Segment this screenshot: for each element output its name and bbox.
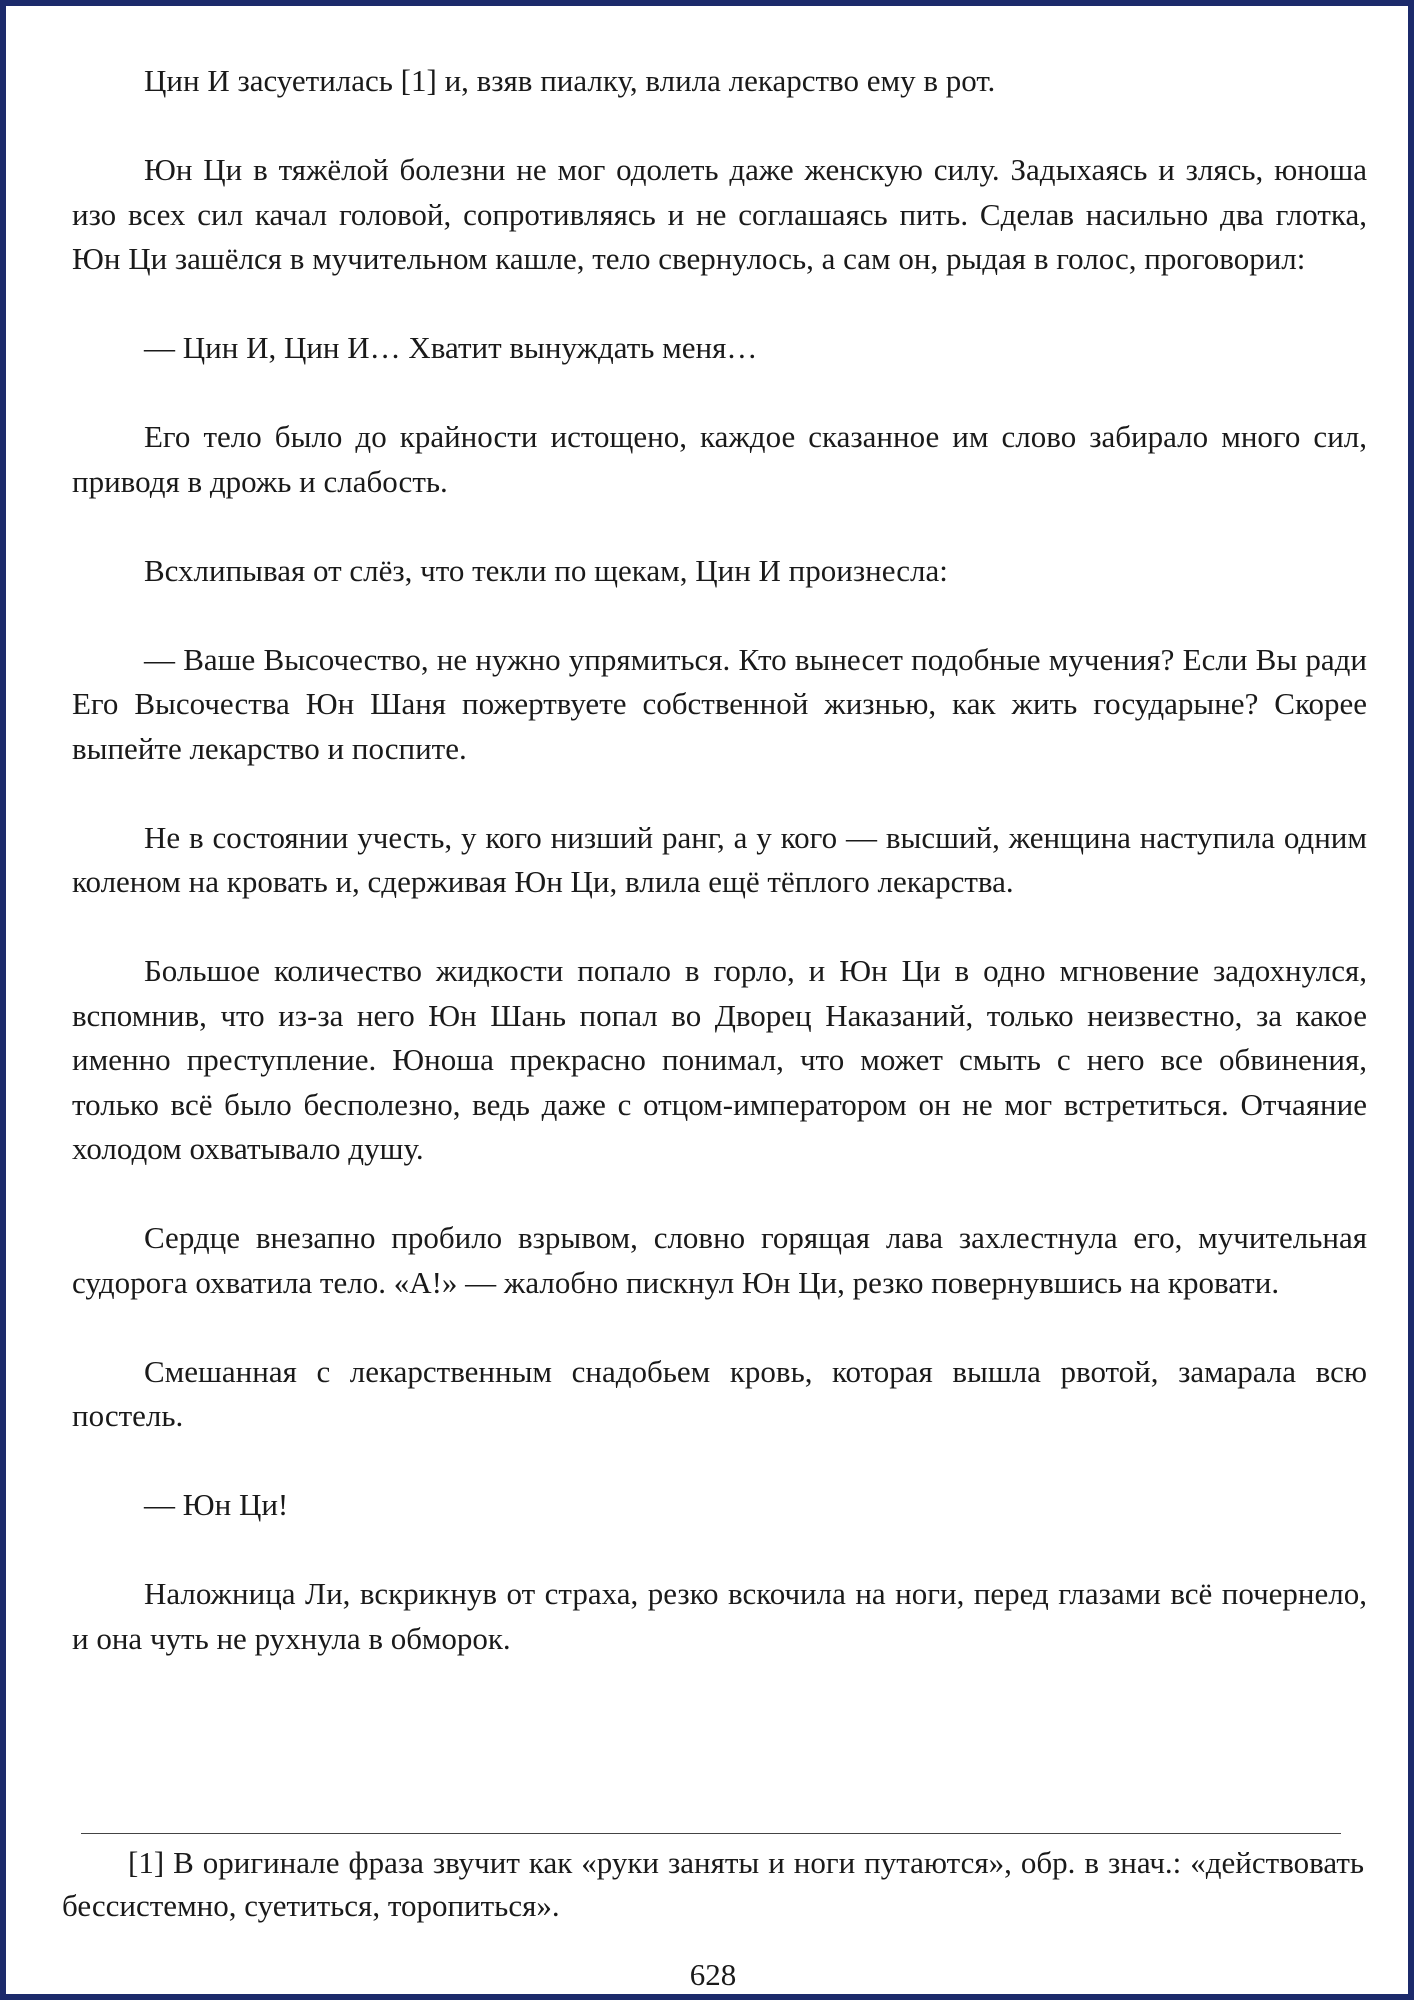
dialogue-paragraph: — Юн Ци! [144,1487,289,1522]
page-number: 628 [689,1957,737,1992]
footnote: [1] В оригинале фраза звучит как «руки заняты и ноги путаются», обр. в знач.: «действовать бессистемно, суетиться, торопиться». [62,1845,1364,1923]
paragraph: Наложница Ли, вскрикнув от страха, резко вскочила на ноги, перед глазами всё почернело, и она чуть не рухнула в обморок. [72,1576,1367,1656]
paragraph: Юн Ци в тяжёлой болезни не мог одолеть даже женскую силу. Задыхаясь и злясь, юноша изо всех сил качал головой, сопротивляясь и не соглашаясь пить. Сделав насильно два глотка, Юн Ци зашёлся в мучительном кашле, тело свернулось, а сам он, рыдая в голос, проговорил: [72,152,1367,276]
footnote-divider [81,1833,1341,1834]
paragraph: Всхлипывая от слёз, что текли по щекам, Цин И произнесла: [144,552,948,588]
dialogue-paragraph: — Цин И, Цин И… Хватит вынуждать меня… [144,330,758,365]
paragraph: Его тело было до крайности истощено, каждое сказанное им слово забирало много сил, приводя в дрожь и слабость. [72,419,1367,499]
paragraph: Сердце внезапно пробило взрывом, словно горящая лава захлестнула его, мучительная судорога охватила тело. «А!» — жалобно пискнул Юн Ци, резко повернувшись на кровати. [72,1220,1367,1300]
paragraph: Большое количество жидкости попало в горло, и Юн Ци в одно мгновение задохнулся, вспомнив, что из-за него Юн Шань попал во Дворец Наказаний, только неизвестно, за какое именно преступление. Юноша прекрасно понимал, что может смыть с него все обвинения, только всё было бесполезно, ведь даже с отцом-императором он не мог встретиться. Отчаяние холодом охватывало душу. [72,953,1367,1166]
dialogue-paragraph: — Ваше Высочество, не нужно упрямиться. Кто вынесет подобные мучения? Если Вы ради Его Высочества Юн Шаня пожертвуете собственной жизнью, как жить государыне? Скорее выпейте лекарство и поспите. [72,641,1367,766]
paragraph: Цин И засуетилась [1] и, взяв пиалку, влила лекарство ему в рот. [144,63,996,98]
paragraph: Не в состоянии учесть, у кого низший ранг, а у кого — высший, женщина наступила одним коленом на кровать и, сдерживая Юн Ци, влила ещё тёплого лекарства. [72,819,1367,899]
body-text [72,59,1367,1661]
paragraph: Смешанная с лекарственным снадобьем кровь, которая вышла рвотой, замарала всю постель. [72,1353,1367,1433]
